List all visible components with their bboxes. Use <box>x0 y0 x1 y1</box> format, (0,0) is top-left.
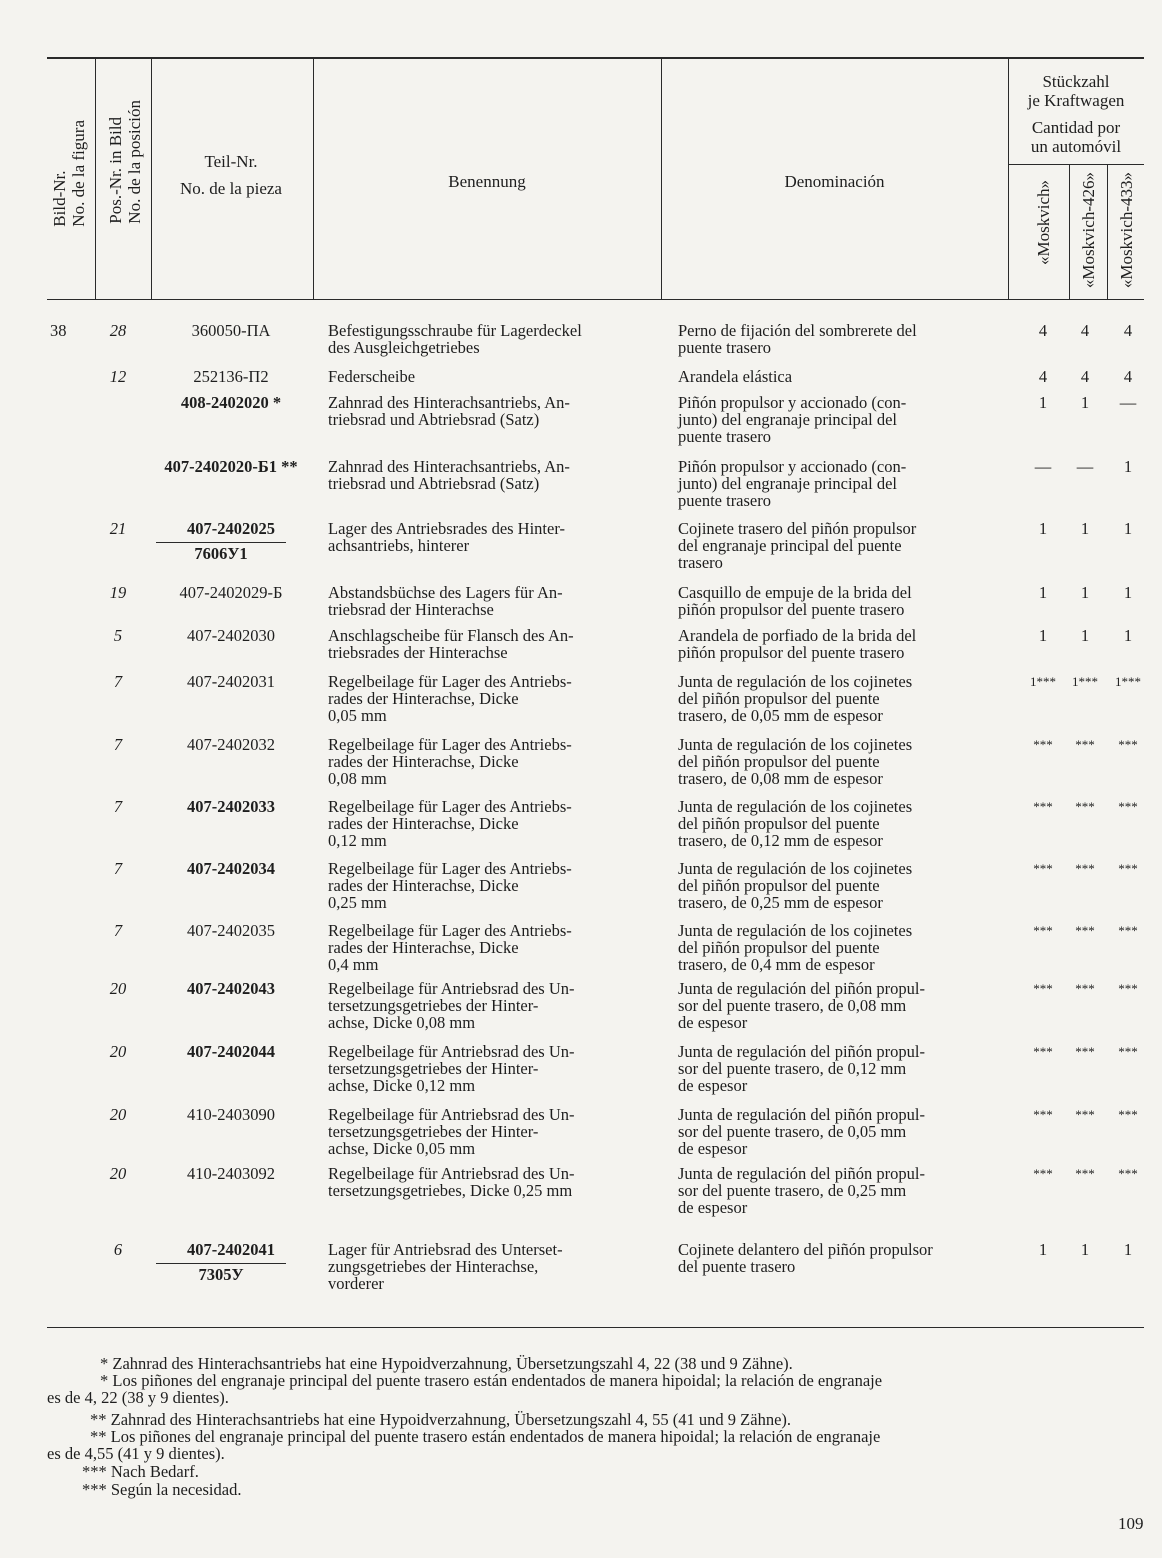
position-number: 7 <box>113 859 123 878</box>
part-number: 407-2402041 <box>187 1240 275 1259</box>
description-es: Piñón propulsor y accionado (con- junto) del engranaje principal del puente trasero <box>678 393 907 446</box>
quantity-cell: 1 <box>1080 1240 1090 1259</box>
quantity-cell: 1 <box>1080 583 1090 602</box>
description-es: Junta de regulación del piñón propul- sor del puente trasero, de 0,05 mm de espesor <box>678 1105 925 1158</box>
header-model-moskvich-426: «Moskvich-426» <box>1079 172 1098 289</box>
part-number: 407-2402031 <box>187 672 275 691</box>
description-de: Regelbeilage für Lager des Antriebs- rades der Hinterachse, Dicke 0,05 mm <box>328 672 572 725</box>
quantity-cell: *** <box>1075 861 1095 876</box>
description-de: Zahnrad des Hinterachsantriebs, An- triebsrad und Abtriebsrad (Satz) <box>328 393 570 429</box>
description-es: Junta de regulación de los cojinetes del piñón propulsor del puente trasero, de 0,4 mm de espesor <box>678 921 913 974</box>
footnote: * Los piñones del engranaje principal del puente trasero están endentados de manera hipoidal; la relación de engranaje <box>100 1371 883 1390</box>
part-number: 407-2402043 <box>187 979 275 998</box>
quantity-cell: *** <box>1118 923 1138 938</box>
part-number: 407-2402033 <box>187 797 275 816</box>
quantity-cell: — <box>1076 457 1094 476</box>
quantity-cell: 1 <box>1038 1240 1048 1259</box>
quantity-cell: 1 <box>1038 583 1048 602</box>
description-es: Junta de regulación de los cojinetes del piñón propulsor del puente trasero, de 0,08 mm de espesor <box>678 735 913 788</box>
bearing-code: 7606У1 <box>156 542 286 562</box>
part-number: 410-2403092 <box>187 1164 275 1183</box>
part-number: 407-2402035 <box>187 921 275 940</box>
part-number: 408-2402020 * <box>180 393 282 412</box>
position-number: 21 <box>109 519 127 538</box>
position-number: 7 <box>113 735 123 754</box>
quantity-cell: 1 <box>1123 583 1133 602</box>
part-number: 360050-ПА <box>191 321 271 340</box>
position-number: 19 <box>109 583 127 602</box>
quantity-cell: *** <box>1118 1044 1138 1059</box>
bearing-code: 7305У <box>156 1263 286 1283</box>
quantity-cell: 1 <box>1123 457 1133 476</box>
quantity-cell: *** <box>1118 737 1138 752</box>
part-number: 407-2402044 <box>187 1042 275 1061</box>
footnote: ** Los piñones del engranaje principal del puente trasero están endentados de manera hipoidal; la relación de engranaje <box>90 1427 881 1446</box>
quantity-cell: 1 <box>1080 626 1090 645</box>
quantity-cell: *** <box>1033 737 1053 752</box>
description-de: Lager des Antriebsrades des Hinter- achsantriebs, hinterer <box>328 519 566 555</box>
quantity-cell: 4 <box>1038 321 1048 340</box>
position-number: 6 <box>113 1240 123 1259</box>
quantity-cell: *** <box>1075 981 1095 996</box>
quantity-cell: *** <box>1118 799 1138 814</box>
header-position-number: Pos.-Nr. in Bild No. de la posición <box>106 100 144 224</box>
quantity-cell: *** <box>1033 923 1053 938</box>
footnote: es de 4, 22 (38 y 9 dientes). <box>47 1388 229 1407</box>
quantity-cell: 4 <box>1080 321 1090 340</box>
quantity-cell: *** <box>1075 923 1095 938</box>
part-number: 407-2402025 <box>187 519 275 538</box>
description-es: Junta de regulación de los cojinetes del piñón propulsor del puente trasero, de 0,05 mm de espesor <box>678 672 913 725</box>
position-number: 7 <box>113 921 123 940</box>
quantity-cell: 1 <box>1123 519 1133 538</box>
description-de: Regelbeilage für Lager des Antriebs- rades der Hinterachse, Dicke 0,12 mm <box>328 797 572 850</box>
footnote: *** Según la necesidad. <box>82 1480 242 1499</box>
position-number: 20 <box>109 1105 127 1124</box>
description-es: Junta de regulación del piñón propul- sor del puente trasero, de 0,12 mm de espesor <box>678 1042 925 1095</box>
description-es: Piñón propulsor y accionado (con- junto) del engranaje principal del puente trasero <box>678 457 907 510</box>
position-number: 20 <box>109 1042 127 1061</box>
position-number: 28 <box>109 321 127 340</box>
quantity-cell: *** <box>1118 981 1138 996</box>
description-es: Cojinete trasero del piñón propulsor del engranaje principal del puente trasero <box>678 519 917 572</box>
quantity-cell: *** <box>1033 861 1053 876</box>
description-de: Abstandsbüchse des Lagers für An- triebsrad der Hinterachse <box>328 583 563 619</box>
quantity-cell: *** <box>1033 799 1053 814</box>
quantity-cell: *** <box>1075 737 1095 752</box>
quantity-cell: 4 <box>1123 367 1133 386</box>
quantity-cell: 1 <box>1123 1240 1133 1259</box>
description-de: Regelbeilage für Lager des Antriebs- rades der Hinterachse, Dicke 0,08 mm <box>328 735 572 788</box>
quantity-cell: 1 <box>1080 393 1090 412</box>
header-model-moskvich-433: «Moskvich-433» <box>1117 172 1136 289</box>
quantity-cell: *** <box>1118 1107 1138 1122</box>
quantity-cell: *** <box>1118 861 1138 876</box>
part-number: 407-2402020-Б1 ** <box>164 457 298 476</box>
quantity-cell: 1*** <box>1030 674 1056 689</box>
description-es: Junta de regulación de los cojinetes del piñón propulsor del puente trasero, de 0,25 mm de espesor <box>678 859 913 912</box>
quantity-cell: *** <box>1118 1166 1138 1181</box>
quantity-cell: *** <box>1075 1044 1095 1059</box>
description-es: Junta de regulación del piñón propul- sor del puente trasero, de 0,08 mm de espesor <box>678 979 925 1032</box>
header-model-moskvich: «Moskvich» <box>1034 180 1053 265</box>
quantity-cell: *** <box>1033 1166 1053 1181</box>
quantity-cell: 4 <box>1038 367 1048 386</box>
quantity-cell: 1*** <box>1072 674 1098 689</box>
quantity-cell: 1 <box>1080 519 1090 538</box>
description-es: Arandela elástica <box>678 367 793 386</box>
part-number: 407-2402032 <box>187 735 275 754</box>
description-de: Regelbeilage für Antriebsrad des Un- tersetzungsgetriebes, Dicke 0,25 mm <box>328 1164 575 1200</box>
table-header-rule <box>47 299 1144 300</box>
table-top-rule <box>47 57 1144 59</box>
description-es: Casquillo de empuje de la brida del piñón propulsor del puente trasero <box>678 583 912 619</box>
page-number: 109 <box>1118 1514 1144 1533</box>
description-de: Befestigungsschraube für Lagerdeckel des Ausgleichgetriebes <box>328 321 582 357</box>
description-de: Regelbeilage für Lager des Antriebs- rades der Hinterachse, Dicke 0,25 mm <box>328 859 572 912</box>
quantity-cell: 4 <box>1123 321 1133 340</box>
quantity-cell: *** <box>1033 1044 1053 1059</box>
quantity-cell: *** <box>1033 981 1053 996</box>
description-de: Zahnrad des Hinterachsantriebs, An- triebsrad und Abtriebsrad (Satz) <box>328 457 570 493</box>
description-de: Lager für Antriebsrad des Unterset- zungsgetriebes der Hinterachse, vorderer <box>328 1240 563 1293</box>
description-de: Regelbeilage für Antriebsrad des Un- tersetzungsgetriebes der Hinter- achse, Dicke 0,05 mm <box>328 1105 575 1158</box>
header-quantity: Stückzahl je Kraftwagen Cantidad por un automóvil <box>1027 72 1125 156</box>
position-number: 12 <box>109 367 127 386</box>
footnote: ** Zahnrad des Hinterachsantriebs hat eine Hypoidverzahnung, Übersetzungszahl 4, 55 (41 und 9 Zähne). <box>90 1410 792 1429</box>
quantity-cell: *** <box>1075 1107 1095 1122</box>
quantity-cell: — <box>1034 457 1052 476</box>
description-es: Perno de fijación del sombrerete del puente trasero <box>678 321 917 357</box>
column-divider <box>151 58 152 299</box>
position-number: 20 <box>109 979 127 998</box>
description-es: Junta de regulación del piñón propul- sor del puente trasero, de 0,25 mm de espesor <box>678 1164 925 1217</box>
quantity-cell: *** <box>1075 799 1095 814</box>
description-de: Anschlagscheibe für Flansch des An- triebsrades der Hinterachse <box>328 626 574 662</box>
position-number: 20 <box>109 1164 127 1183</box>
quantity-cell: 1 <box>1038 626 1048 645</box>
column-divider <box>95 58 96 299</box>
column-divider <box>1069 165 1070 299</box>
header-part-number: Teil-Nr. No. de la pieza <box>180 152 282 198</box>
footnote: *** Nach Bedarf. <box>82 1462 199 1481</box>
part-number: 407-2402029-Б <box>179 583 283 602</box>
header-benennung: Benennung <box>448 172 526 191</box>
part-number: 410-2403090 <box>187 1105 275 1124</box>
column-divider <box>1107 165 1108 299</box>
header-figure-number: Bild-Nr. No. de la figura <box>50 120 88 227</box>
quantity-cell: — <box>1119 393 1137 412</box>
qty-subheader-rule <box>1008 164 1144 165</box>
description-de: Federscheibe <box>328 367 416 386</box>
position-number: 5 <box>113 626 123 645</box>
quantity-cell: 1 <box>1123 626 1133 645</box>
figure-number: 38 <box>50 321 67 340</box>
description-es: Junta de regulación de los cojinetes del piñón propulsor del puente trasero, de 0,12 mm de espesor <box>678 797 913 850</box>
quantity-cell: *** <box>1075 1166 1095 1181</box>
quantity-cell: 1 <box>1038 393 1048 412</box>
header-denominacion: Denominación <box>784 172 885 191</box>
footnote: es de 4,55 (41 y 9 dientes). <box>47 1444 225 1463</box>
description-es: Arandela de porfiado de la brida del piñón propulsor del puente trasero <box>678 626 917 662</box>
quantity-cell: 4 <box>1080 367 1090 386</box>
description-de: Regelbeilage für Antriebsrad des Un- tersetzungsgetriebes der Hinter- achse, Dicke 0,12 mm <box>328 1042 575 1095</box>
description-es: Cojinete delantero del piñón propulsor del puente trasero <box>678 1240 933 1276</box>
quantity-cell: 1*** <box>1115 674 1141 689</box>
position-number: 7 <box>113 672 123 691</box>
position-number: 7 <box>113 797 123 816</box>
description-de: Regelbeilage für Antriebsrad des Un- tersetzungsgetriebes der Hinter- achse, Dicke 0,08 mm <box>328 979 575 1032</box>
quantity-cell: 1 <box>1038 519 1048 538</box>
table-bottom-rule <box>47 1327 1144 1328</box>
part-number: 407-2402030 <box>187 626 275 645</box>
footnote: * Zahnrad des Hinterachsantriebs hat eine Hypoidverzahnung, Übersetzungszahl 4, 22 (38 und 9 Zähne). <box>100 1354 793 1373</box>
part-number: 252136-П2 <box>193 367 269 386</box>
quantity-cell: *** <box>1033 1107 1053 1122</box>
part-number: 407-2402034 <box>187 859 275 878</box>
description-de: Regelbeilage für Lager des Antriebs- rades der Hinterachse, Dicke 0,4 mm <box>328 921 572 974</box>
